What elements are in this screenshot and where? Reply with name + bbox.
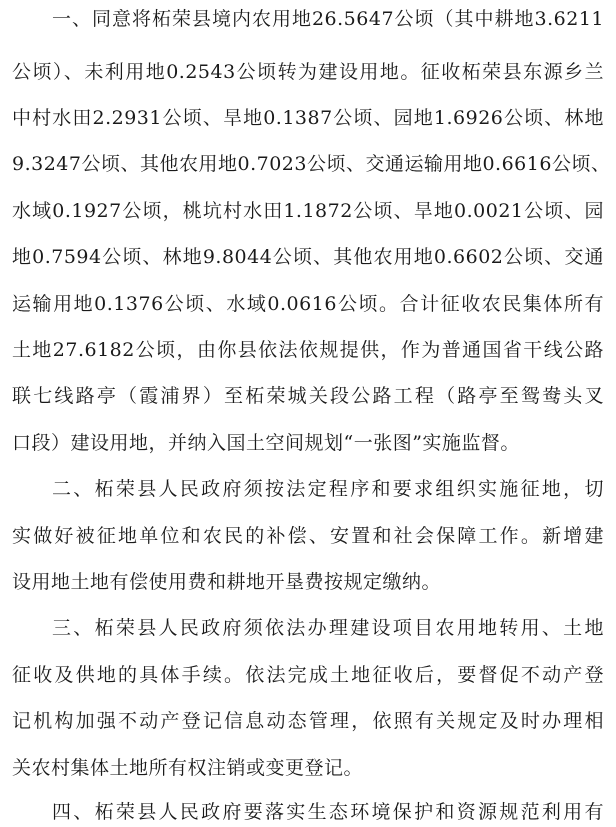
paragraph-1-line-2: 公顷）、未利用地0.2543公顷转为建设用地。征收柘荣县东源乡兰 [12, 61, 604, 83]
paragraph-1-line-3: 中村水田2.2931公顷、旱地0.1387公顷、园地1.6926公顷、林地 [12, 107, 604, 129]
paragraph-3-line-1: 三、柘荣县人民政府须依法办理建设项目农用地转用、土地 [52, 617, 604, 639]
paragraph-1-line-4: 9.3247公顷、其他农用地0.7023公顷、交通运输用地0.6616公顷、 [12, 153, 611, 175]
paragraph-1-line-8: 土地27.6182公顷，由你县依法依规提供，作为普通国省干线公路 [12, 339, 604, 361]
paragraph-4-line-1: 四、柘荣县人民政府要落实生态环境保护和资源规范利用有 [52, 801, 604, 823]
paragraph-2-line-1: 二、柘荣县人民政府须按法定程序和要求组织实施征地，切 [52, 478, 604, 500]
paragraph-2-line-2: 实做好被征地单位和农民的补偿、安置和社会保障工作。新增建 [12, 525, 604, 547]
paragraph-3-line-4: 关农村集体土地所有权注销或变更登记。 [12, 757, 364, 779]
paragraph-1-line-9: 联七线路亭（霞浦界）至柘荣城关段公路工程（路亭至鸳鸯头叉 [12, 385, 604, 407]
paragraph-2-line-3: 设用地土地有偿使用费和耕地开垦费按规定缴纳。 [12, 571, 442, 593]
paragraph-3-line-2: 征收及供地的具体手续。依法完成土地征收后，要督促不动产登 [12, 664, 604, 686]
paragraph-3-line-3: 记机构加强不动产登记信息动态管理，依照有关规定及时办理相 [12, 710, 604, 732]
paragraph-1-line-1: 一、同意将柘荣县境内农用地26.5647公顷（其中耕地3.6211 [52, 8, 604, 30]
paragraph-1-line-6: 地0.7594公顷、林地9.8044公顷、其他农用地0.6602公顷、交通 [12, 246, 604, 268]
paragraph-1-line-10: 口段）建设用地，并纳入国土空间规划“一张图”实施监督。 [12, 432, 520, 454]
paragraph-1-line-7: 运输用地0.1376公顷、水域0.0616公顷。合计征收农民集体所有 [12, 293, 604, 315]
paragraph-1-line-5: 水域0.1927公顷，桃坑村水田1.1872公顷、旱地0.0021公顷、园 [12, 200, 604, 222]
